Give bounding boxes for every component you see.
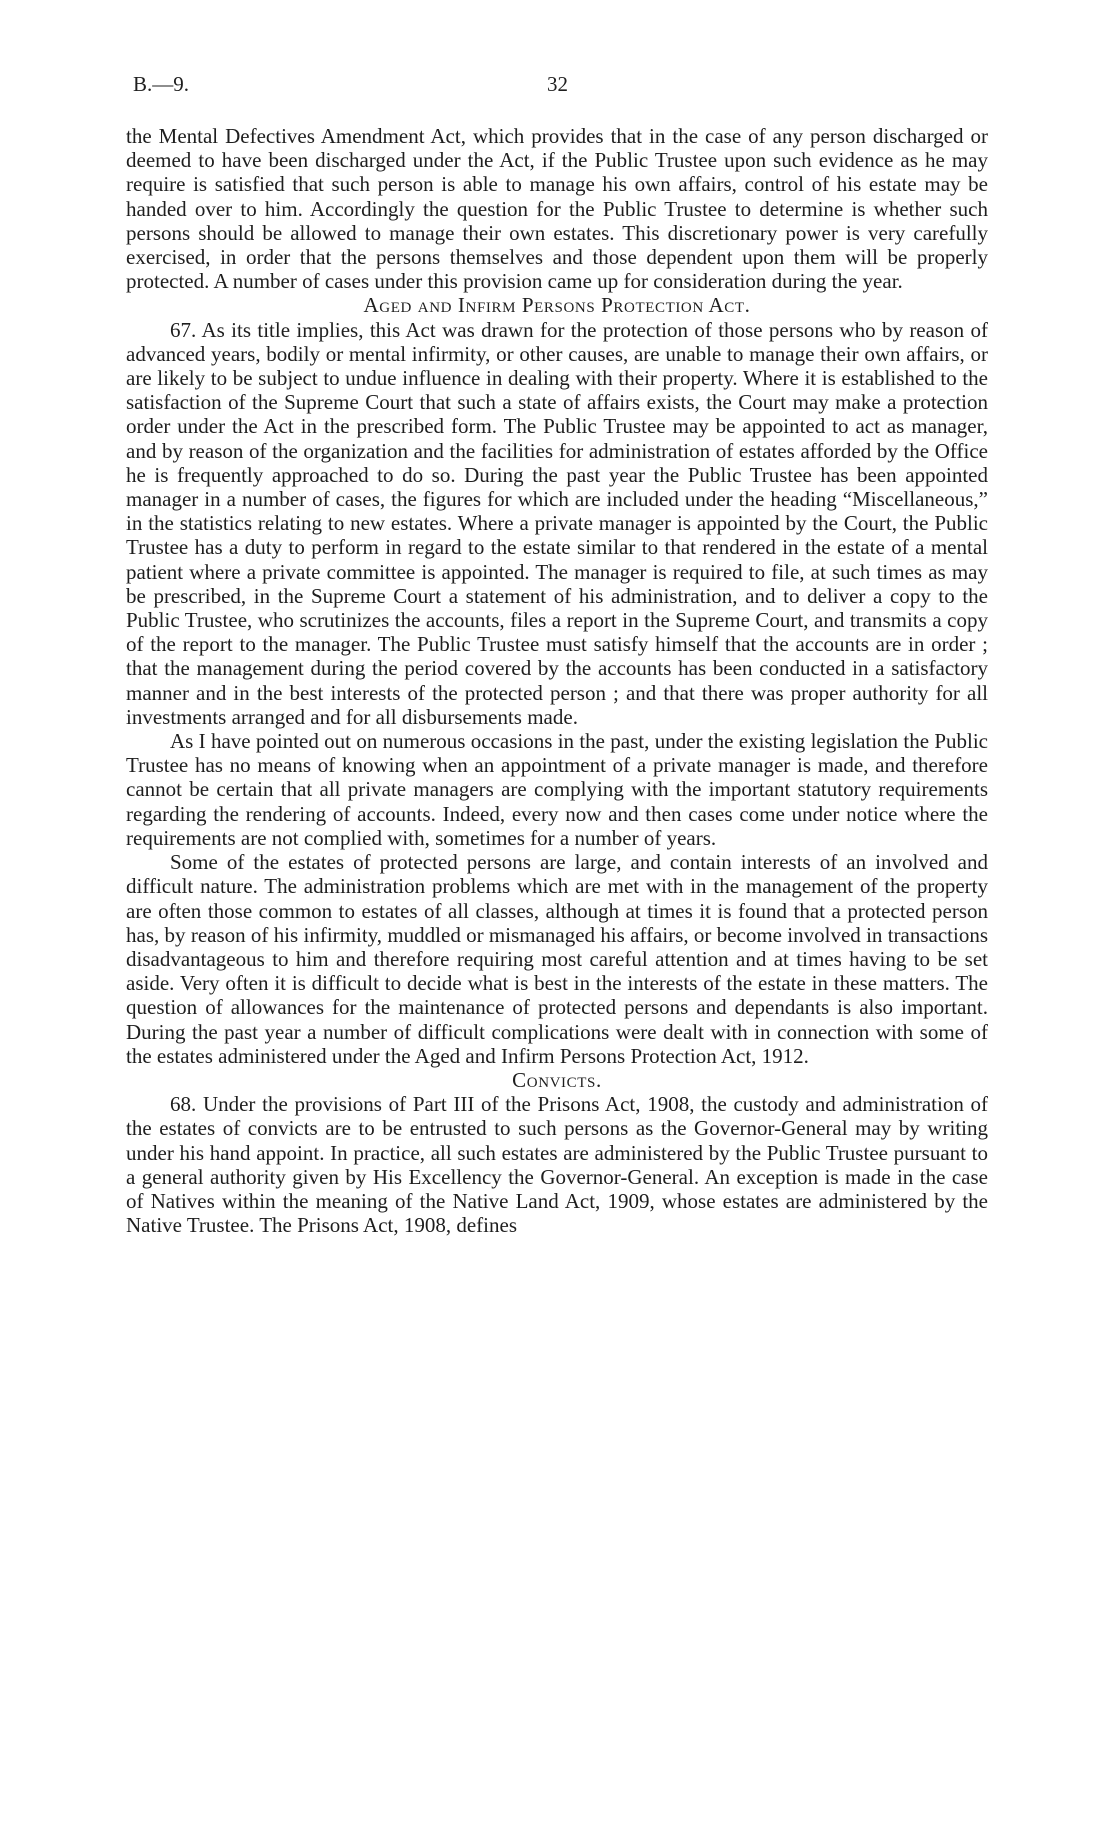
document-reference: B.—9. <box>133 72 190 96</box>
paragraph-67: 67. As its title implies, this Act was drawn for the protection of those persons who by reason of advanced years, bodily or mental infirmity, or other causes, are unable to manage their own affairs, or are likely to be subject to undue influence in dealing with their property. Where it is established to the satisfaction of the Supreme Court that such a state of affairs exists, the Court may make a protection order under the Act in the prescribed form. The Public Trustee may be appointed to act as manager, and by reason of the organization and the facilities for administration of estates afforded by the Office he is frequently approached to do so. During the past year the Public Trustee has been appointed manager in a number of cases, the figures for which are included under the heading “Miscellaneous,” in the statistics relating to new estates. Where a private manager is appointed by the Court, the Public Trustee has a duty to perform in regard to the estate similar to that rendered in the estate of a mental patient where a private committee is appointed. The manager is required to file, at such times as may be prescribed, in the Supreme Court a statement of his administration, and to deliver a copy to the Public Trustee, who scrutinizes the accounts, files a report in the Supreme Court, and transmits a copy of the report to the manager. The Public Trustee must satisfy himself that the accounts are in order ; that the management during the period covered by the accounts has been conducted in a satisfactory manner and in the best interests of the protected person ; and that there was proper authority for all investments arranged and for all disbursements made. <box>126 317 988 729</box>
document-body <box>126 124 988 1237</box>
page-number: 32 <box>547 72 568 96</box>
page-header <box>133 72 981 102</box>
section-heading-convicts: Convicts. <box>512 1067 602 1092</box>
paragraph-intro: the Mental Defectives Amendment Act, which provides that in the case of any person discharged or deemed to have been discharged under the Act, if the Public Trustee upon such evidence as he may require is satisfied that such person is able to manage his own affairs, control of his estate may be handed over to him. Accordingly the question for the Public Trustee to determine is whether such persons should be allowed to manage their own estates. This discretionary power is very carefully exercised, in order that the persons themselves and those dependent upon them will be properly protected. A number of cases under this provision came up for consideration during the year. <box>126 124 988 294</box>
section-heading-aged-infirm: Aged and Infirm Persons Protection Act. <box>363 293 751 318</box>
paragraph-private-managers: As I have pointed out on numerous occasions in the past, under the existing legislation the Public Trustee has no means of knowing when an appointment of a private manager is made, and therefore cannot be certain that all private managers are complying with the important statutory requirements regarding the rendering of accounts. Indeed, every now and then cases come under notice where the requirements are not complied with, sometimes for a number of years. <box>126 729 988 850</box>
paragraph-estates-protected-persons: Some of the estates of protected persons are large, and contain interests of an involved and difficult nature. The administration problems which are met with in the management of the property are often those common to estates of all classes, although at times it is found that a protected person has, by reason of his infirmity, muddled or mismanaged his affairs, or become involved in transactions disadvantageous to him and therefore requiring most careful attention and at times having to be set aside. Very often it is difficult to decide what is best in the interests of the estate in these matters. The question of allowances for the maintenance of protected persons and dependants is also important. During the past year a number of difficult complications were dealt with in connection with some of the estates administered under the Aged and Infirm Persons Protection Act, 1912. <box>126 850 988 1068</box>
paragraph-68: 68. Under the provisions of Part III of the Prisons Act, 1908, the custody and administration of the estates of convicts are to be entrusted to such persons as the Governor-General may by writing under his hand appoint. In practice, all such estates are administered by the Public Trustee pursuant to a general authority given by His Excellency the Governor-General. An exception is made in the case of Natives within the meaning of the Native Land Act, 1909, whose estates are administered by the Native Trustee. The Prisons Act, 1908, defines <box>126 1092 988 1238</box>
